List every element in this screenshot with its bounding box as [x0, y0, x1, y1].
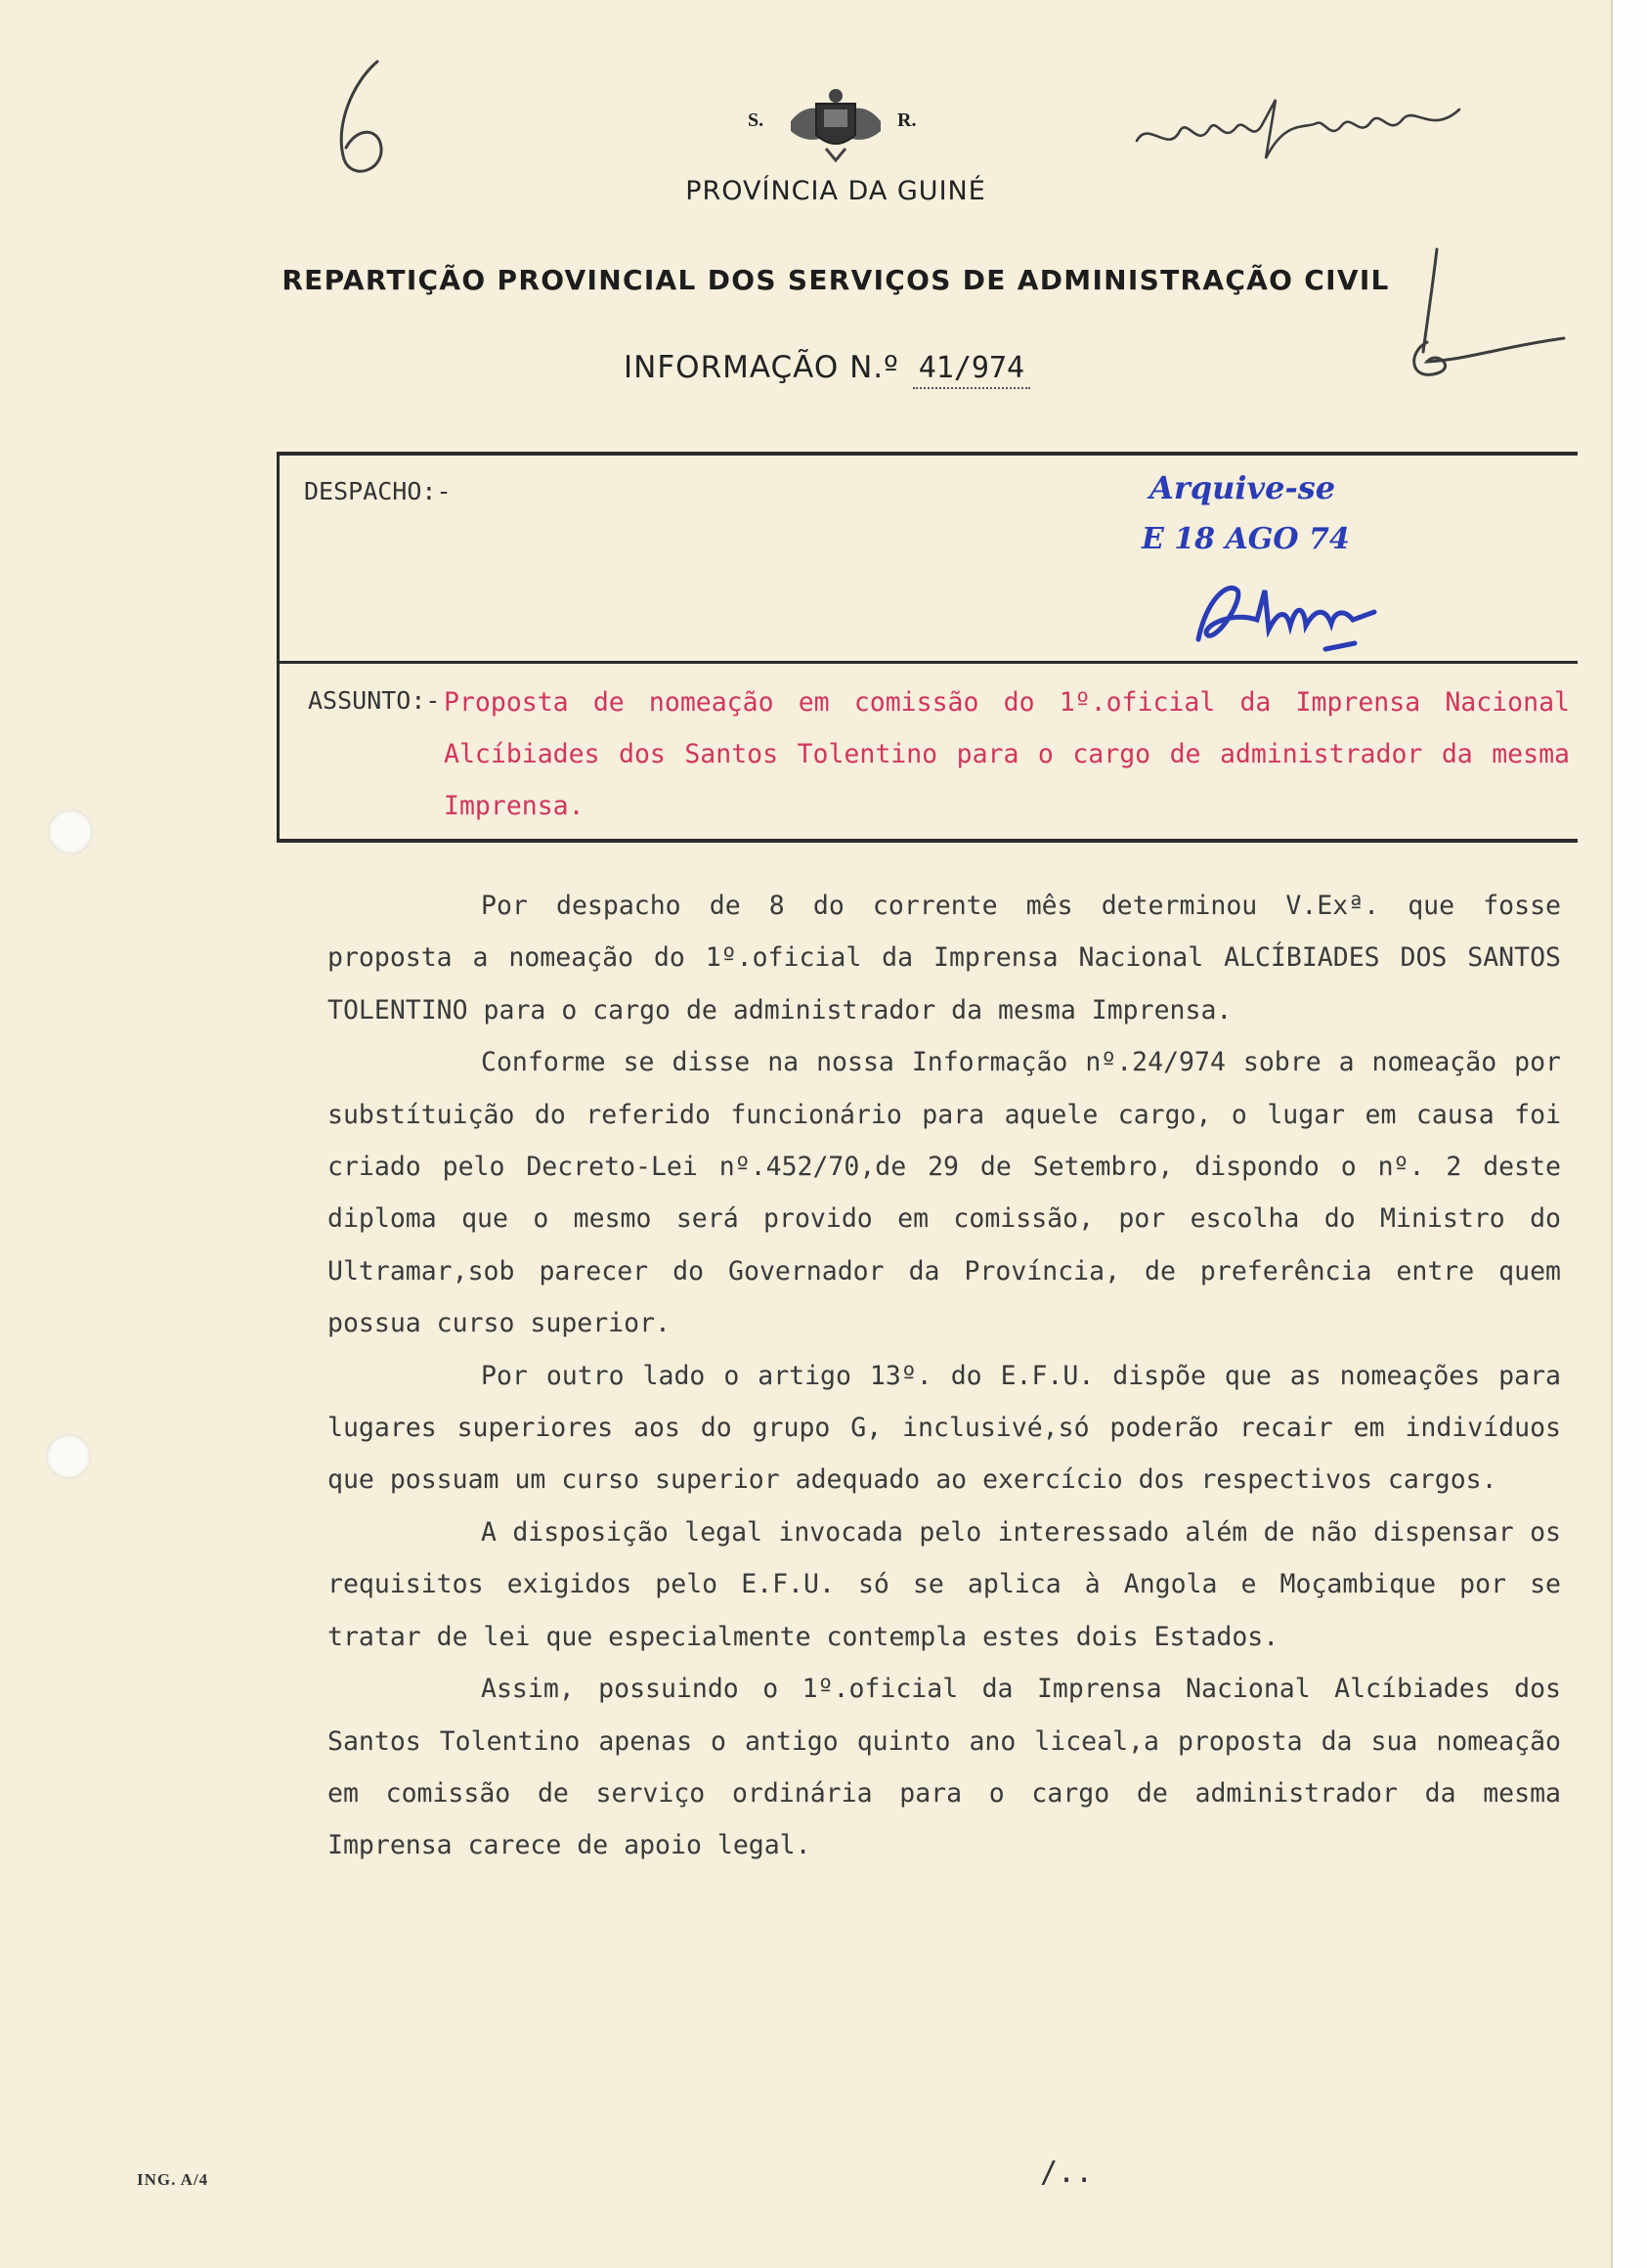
- body-paragraph-5: Assim, possuindo o 1º.oficial da Imprensa Nacional Alcíbiades dos Santos Tolentino apenas o antigo quinto ano liceal,a proposta da sua nomeação em comissão de serviço ordinária para o cargo de administrador da mesma Imprensa carece de apoio legal.: [327, 1674, 1561, 1861]
- despacho-handwritten-date: E 18 AGO 74: [1142, 522, 1350, 556]
- body-paragraph-4: A disposição legal invocada pelo interessado além de não dispensar os requisitos exigidos pelo E.F.U. só se aplica à Angola e Moçambique por se tratar de lei que especialmente contempla estes dois Estados.: [327, 1516, 1561, 1652]
- form-code: ING. A/4: [137, 2170, 209, 2189]
- despacho-assunto-box: [277, 452, 1578, 843]
- sr-right-letter: R.: [897, 109, 917, 131]
- despacho-signature: [1189, 571, 1384, 663]
- handwritten-initials: [1398, 244, 1574, 405]
- page-continuation-mark: /..: [1040, 2156, 1094, 2190]
- sr-left-letter: S.: [748, 109, 764, 131]
- punch-hole-top: [48, 809, 93, 854]
- information-number: 41/974: [913, 351, 1030, 389]
- information-label: INFORMAÇÃO N.º: [624, 350, 899, 385]
- scanner-background-edge: [1611, 0, 1647, 2268]
- body-paragraph-1: Por despacho de 8 do corrente mês determinou V.Exª. que fosse proposta a nomeação do 1º.oficial da Imprensa Nacional ALCÍBIADES DOS SANTOS TOLENTINO para o cargo de administrador da mesma Imprensa.: [327, 891, 1561, 1025]
- handwritten-note-top-right: [1129, 80, 1471, 172]
- information-number-line: [624, 350, 1030, 389]
- body-text: [327, 880, 1561, 1872]
- handwritten-page-number: [323, 54, 401, 190]
- despacho-handwritten-archive: Arquive-se: [1149, 469, 1336, 506]
- body-paragraph-3: Por outro lado o artigo 13º. do E.F.U. dispõe que as nomeações para lugares superiores aos do grupo G, inclusivé,só poderão recair em indivíduos que possuam um curso superior adequado ao exercício dos respectivos cargos.: [327, 1360, 1561, 1496]
- body-paragraph-2: Conforme se disse na nossa Informação nº.24/974 sobre a nomeação por substítuição do referido funcionário para aquele cargo, o lugar em causa foi criado pelo Decreto-Lei nº.452/70,de 29 de Setembro, dispondo o nº. 2 deste diploma que o mesmo será provido em comissão, por escolha do Ministro do Ultramar,sob parecer do Governador da Província, de preferência entre quem possua curso superior.: [327, 1047, 1561, 1339]
- box-divider: [280, 661, 1578, 664]
- assunto-label: ASSUNTO:-: [308, 686, 441, 715]
- punch-hole-bottom: [46, 1434, 91, 1479]
- despacho-label: DESPACHO:-: [304, 477, 452, 505]
- department-title: REPARTIÇÃO PROVINCIAL DOS SERVIÇOS DE ADMINISTRAÇÃO CIVIL: [282, 264, 1390, 296]
- assunto-text: Proposta de nomeação em comissão do 1º.oficial da Imprensa Nacional Alcíbiades dos Santos Tolentino para o cargo de administrador da mesma Imprensa.: [444, 687, 1570, 821]
- province-title: PROVÍNCIA DA GUINÉ: [685, 176, 986, 206]
- coat-of-arms-icon: [787, 88, 885, 166]
